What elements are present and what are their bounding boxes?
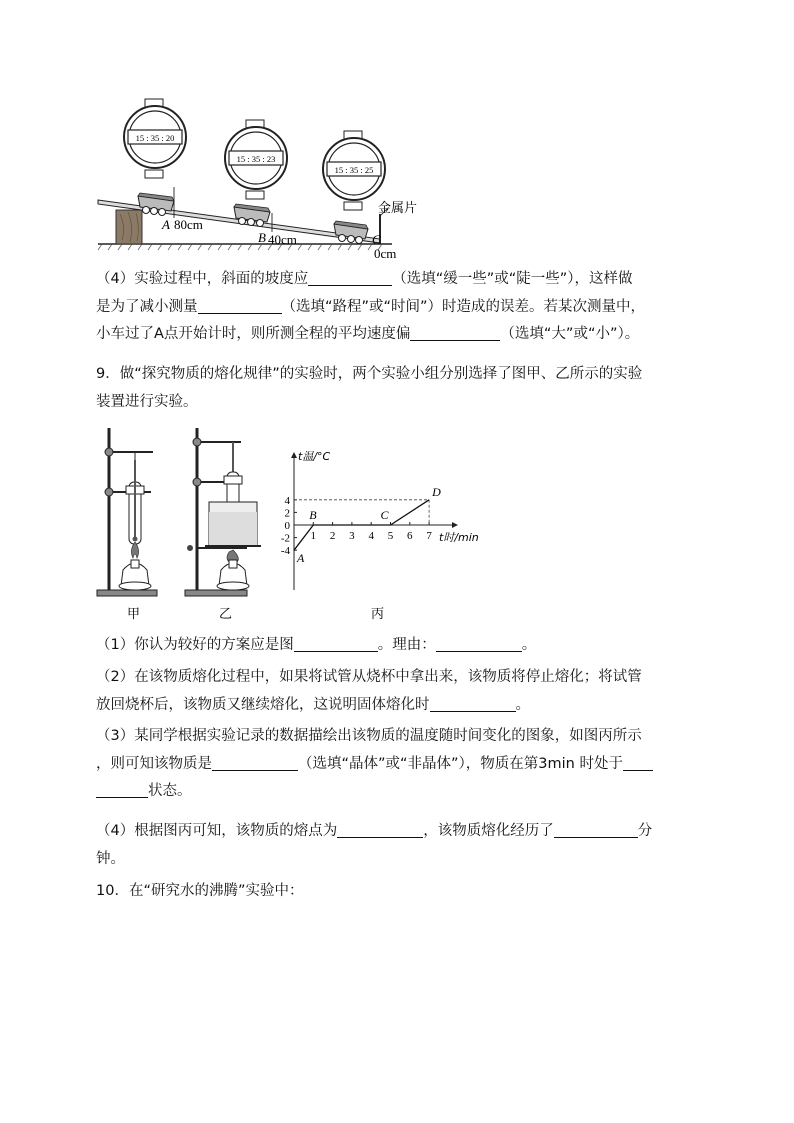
q8-4-text-6: （选填“大”或“小”）。 <box>500 326 640 342</box>
answer-blank[interactable] <box>410 324 500 341</box>
distance-label-0: 0cm <box>374 246 397 260</box>
point-label: C <box>380 508 389 522</box>
y-axis-arrow <box>291 452 297 458</box>
point-label-b: B <box>258 230 266 245</box>
y-tick-label: -2 <box>280 532 290 545</box>
q8-4-text-1: （4）实验过程中，斜面的坡度应 <box>96 271 309 287</box>
q9-4-text-4: 钟。 <box>96 850 125 867</box>
x-tick-label: 2 <box>329 530 336 542</box>
y-tick-label: -4 <box>280 545 290 558</box>
q9-4-text-3: 分 <box>637 823 653 839</box>
answer-blank[interactable] <box>430 695 516 712</box>
x-tick-label: 6 <box>407 530 413 542</box>
q9-3-text-3: （选填“晶体”或“非晶体”），物质在第3min 时处于 <box>298 755 623 772</box>
q8-4-text-4: （选填“路程”或“时间”）时造成的误差。若某次测量中， <box>281 298 646 315</box>
point-label: B <box>309 508 317 522</box>
q9-2-text-1: （2）在该物质熔化过程中，如果将试管从烧杯中拿出来，该物质将停止熔化；将试管 <box>96 669 642 685</box>
question-8-part-4 <box>96 266 704 349</box>
question-9-part-3 <box>96 723 704 806</box>
figure-label-jia: 甲 <box>127 607 141 622</box>
question-9-part-1 <box>96 632 704 660</box>
answer-blank[interactable] <box>294 635 378 652</box>
answer-blank[interactable] <box>337 821 423 838</box>
question-9-part-4 <box>96 818 704 873</box>
watch-time-a: 15 : 35 : 20 <box>135 133 175 143</box>
x-tick-label: 7 <box>426 530 432 542</box>
x-axis-arrow <box>452 522 458 528</box>
answer-blank[interactable] <box>198 297 282 314</box>
q9-1-text-3: 。 <box>521 637 537 653</box>
q9-1-text-1: （1）你认为较好的方案应是图 <box>96 637 294 653</box>
point-label: D <box>432 484 441 499</box>
apparatus-yi <box>185 428 261 596</box>
answer-blank[interactable] <box>96 781 148 798</box>
y-axis-label: t温/°C <box>298 450 331 463</box>
melting-figure <box>95 420 495 625</box>
q9-1-text-2: 。理由： <box>377 637 436 653</box>
stopwatch-c <box>323 131 385 210</box>
x-tick-label: 4 <box>368 530 374 542</box>
q9-text-2: 装置进行实验。 <box>96 393 198 410</box>
q9-3-text-1: （3）某同学根据实验记录的数据描绘出该物质的温度随时间变化的图象，如图丙所示 <box>96 728 642 744</box>
point-label-a: A <box>162 217 170 232</box>
q9-4-text-2: ，该物质熔化经历了 <box>423 823 554 839</box>
answer-blank[interactable] <box>308 269 392 286</box>
answer-blank[interactable] <box>436 635 522 652</box>
answer-blank[interactable] <box>554 821 638 838</box>
figure-label-yi: 乙 <box>219 607 233 622</box>
q9-text-1: 9．做“探究物质的熔化规律”的实验时，两个实验小组分别选择了图甲、乙所示的实验 <box>96 366 643 382</box>
temperature-time-chart <box>281 450 479 590</box>
apparatus-jia <box>97 428 157 596</box>
q8-4-text-3: 是为了减小测量 <box>96 298 198 315</box>
q10-text-1: 10．在“研究水的沸腾”实验中： <box>96 883 304 899</box>
point-label: A <box>297 551 305 566</box>
distance-label-80: 80cm <box>174 217 203 232</box>
cart-at-c <box>334 221 368 244</box>
x-tick-label: 3 <box>349 530 355 542</box>
point-label-c: C <box>372 232 381 247</box>
answer-blank[interactable] <box>623 754 653 771</box>
q9-3-text-2: ，则可知该物质是 <box>96 755 212 772</box>
distance-label-40: 40cm <box>268 232 297 247</box>
q8-4-text-5: 小车过了A点开始计时，则所测全程的平均速度偏 <box>96 326 411 342</box>
watch-time-c: 15 : 35 : 25 <box>334 165 374 175</box>
question-10 <box>96 878 704 906</box>
figure-label-bing: 丙 <box>371 607 385 622</box>
x-tick-label: 5 <box>387 530 394 542</box>
data-segment <box>391 500 430 525</box>
question-9-intro <box>96 361 704 416</box>
y-tick-label: 4 <box>284 494 290 507</box>
y-tick-label: 2 <box>284 507 290 520</box>
x-axis-label: t时/min <box>439 531 479 544</box>
y-tick-label: 0 <box>284 520 290 532</box>
x-tick-label: 1 <box>310 530 317 542</box>
q8-4-text-2: （选填“缓一些”或“陡一些”），这样做 <box>392 271 633 287</box>
metal-sheet-label: 金属片 <box>378 201 418 216</box>
answer-blank[interactable] <box>212 754 298 771</box>
stopwatch-b <box>225 120 287 199</box>
watch-time-b: 15 : 35 : 23 <box>236 154 276 164</box>
incline-figure <box>96 92 436 260</box>
q9-2-text-2: 放回烧杯后，该物质又继续熔化，这说明固体熔化时 <box>96 696 430 713</box>
q9-2-text-3: 。 <box>515 696 530 713</box>
q9-4-text-1: （4）根据图丙可知，该物质的熔点为 <box>96 823 338 839</box>
question-9-part-2 <box>96 664 704 719</box>
stopwatch-a <box>124 99 186 178</box>
q9-3-text-4: 状态。 <box>148 783 192 799</box>
